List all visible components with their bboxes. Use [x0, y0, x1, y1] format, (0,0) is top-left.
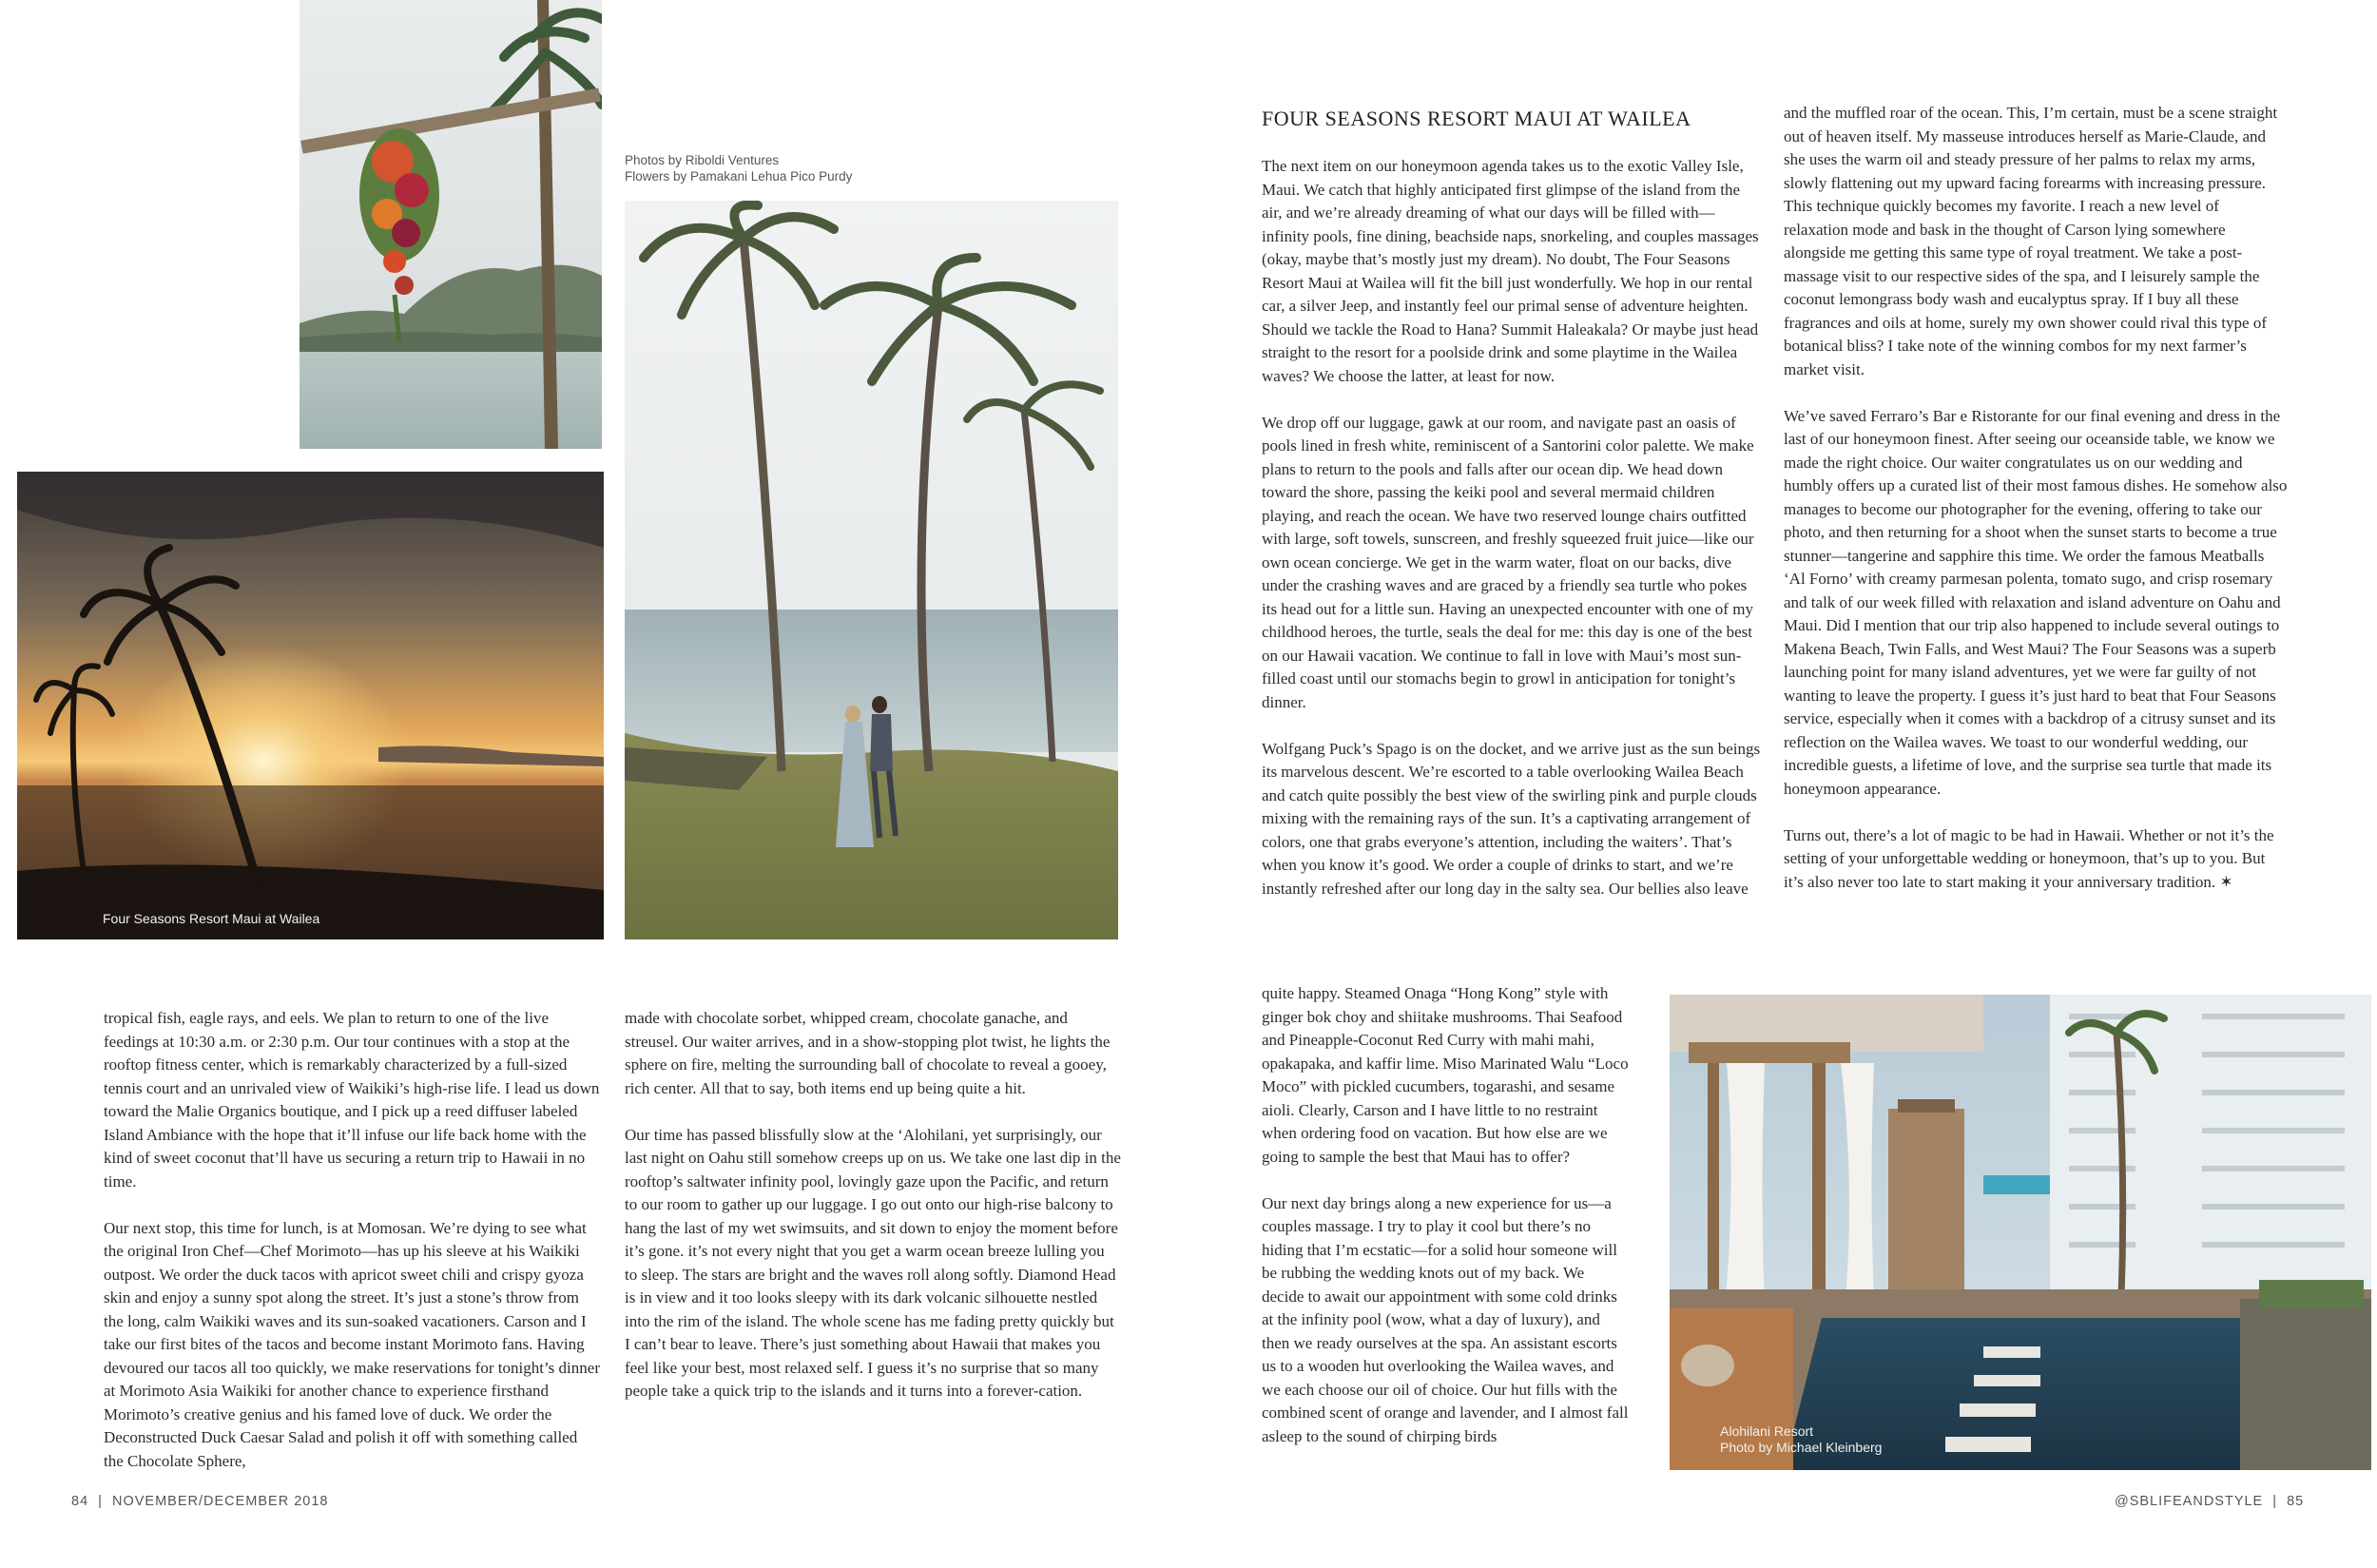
alohilani-caption-line-2: Photo by Michael Kleinberg	[1720, 1440, 1883, 1455]
photo-credit-line-2: Flowers by Pamakani Lehua Pico Purdy	[625, 169, 853, 184]
sunset-photo-caption: Four Seasons Resort Maui at Wailea	[103, 911, 320, 926]
floral-arch-photo	[300, 0, 602, 449]
alohilani-caption-line-1: Alohilani Resort	[1720, 1423, 1814, 1439]
right-page-column-4	[1784, 102, 2288, 894]
alohilani-photo-caption	[1720, 1423, 1882, 1456]
couple-palms-photo	[625, 201, 1118, 939]
col3-paragraph: Our next day brings along a new experience for us—a couples massage. I try to play it cool but there’s no hiding that I’m ecstatic—for a solid hour someone will be rubbing the wedding knots out of my back. We decide to await our appointment with some cold drinks at the infinity pool (wow, what a day of luxury), and then we ready ourselves at the spa. An assistant escorts us to a wooden hut overlooking the Wailea waves, and we each choose our oil of choice. Our hut fills with the combined scent of orange and lavender, and I almost fall asleep to the sound of chirping birds	[1262, 1193, 1629, 1445]
left-page-column-2	[625, 1007, 1121, 1403]
folio-right: @SBLIFEANDSTYLE | 85	[2115, 1494, 2305, 1509]
col4-paragraph: We’ve saved Ferraro’s Bar e Ristorante for our final evening and dress in the last of our honeymoon finest. After seeing our oceanside table, we know we made the right choice. Our waiter congratulates us on our wedding and humbly offers up a curated list of their most famous dishes. He somehow also manages to become our photographer for the evening, offering to take our photo, and then returning for a shoot when the sunset starts to become a true stunner—tangerine and sapphire this time. We order the famous Meatballs ‘Al Forno’ with creamy parmesan polenta, tomato sugo, and crisp rosemary and talk of our week filled with relaxation and island adventure on Oahu and Maui. Did I mention that our trip also happened to include several outings to Makena Beach, Twin Falls, and West Maui? The Four Seasons was a superb launching point for many island adventures, yet we were far guilty of not wanting to leave the property. I guess it’s just hard to beat that Four Seasons service, especially when it comes with a backdrop of a citrusy sunset and its reflection on the Wailea waves. We toast to our wonderful wedding, our incredible guests, a lifetime of love, and the surprise sea turtle that made its honeymoon appearance.	[1784, 406, 2288, 798]
folio-left: 84 | NOVEMBER/DECEMBER 2018	[71, 1494, 329, 1509]
right-page-column-3-top	[1262, 155, 1762, 900]
left-page-column-1	[104, 1007, 600, 1473]
col1-paragraph: Our next stop, this time for lunch, is at Momosan. We’re dying to see what the original Iron Chef—Chef Morimoto—has up his sleeve at his Waikiki outpost. We order the duck tacos with apricot sweet chili and crispy gyoza skin and enjoy a sunny spot along the street. It’s just a stone’s throw from the long, calm Waikiki waves and its sun-soaked vacationers. Carson and I take our first bites of the tacos and become instant Morimoto fans. Having devoured our tacos all too quickly, we make reservations for tonight’s dinner at Morimoto Asia Waikiki for another chance to experience firsthand Morimoto’s creative genius and his famed love of duck. We order the Deconstructed Duck Caesar Salad and polish it off with something called the Chocolate Sphere,	[104, 1218, 600, 1470]
photo-credit-caption	[625, 152, 852, 184]
col1-paragraph: tropical fish, eagle rays, and eels. We plan to return to one of the live feedings at 10:30 a.m. or 2:30 p.m. Our tour continues with a stop at the rooftop fitness center, which is remarkably characterized by a full-sized tennis court and an unrivaled view of Waikiki’s high-rise life. I lead us down toward the Malie Organics boutique, and I pick up a reed diffuser labeled Island Ambiance with the hope that it’ll infuse our life back home with the kind of sweet coconut that’ll have us securing a return trip to Hawaii in no time.	[104, 1009, 600, 1191]
col3-paragraph: We drop off our luggage, gawk at our room, and navigate past an oasis of pools lined in fresh white, reminiscent of a Santorini color palette. We make plans to return to the pools and falls after our ocean dip. We head down toward the shore, passing the keiki pool and several mermaid children playing, and reach the ocean. We have two reserved lounge chairs outfitted with large, soft towels, sunscreen, and freshly squeezed fruit juice—like our own ocean concierge. We get in the warm water, float on our backs, dive under the crashing waves and are graced by a friendly sea turtle who pokes its head out for a little sun. Having an unexpected encounter with one of my childhood heroes, the turtle, seals the deal for me: this day is one of the best on our Hawaii vacation. We continue to fall in love with Maui’s most sun-filled coast until our stomachs begin to growl in anticipation for tonight’s dinner.	[1262, 413, 1754, 711]
photo-credit-line-1: Photos by Riboldi Ventures	[625, 153, 780, 167]
col4-paragraph: and the muffled roar of the ocean. This, I’m certain, must be a scene straight out of heaven itself. My masseuse introduces herself as Marie-Claude, and she uses the warm oil and steady pressure of her palms to relax my arms, slowly flattening out my upward facing forearms with increasing pressure. This technique quickly becomes my favorite. I reach a new level of relaxation mode and bask in the thought of Carson lying somewhere alongside me getting this same type of royal treatment. We take a post-massage visit to our respective sides of the spa, and I leisurely sample the coconut lemongrass body wash and eucalyptus spray. If I buy all these fragrances and oils at home, surely my own shower could rival this type of botanical bliss? I take note of the winning combos for my next farmer’s market visit.	[1784, 104, 2278, 378]
col2-paragraph: Our time has passed blissfully slow at the ʻAlohilani, yet surprisingly, our last night on Oahu still somehow creeps up on us. We take one last dip in the rooftop’s saltwater infinity pool, lovingly gaze upon the Pacific, and return to our room to gather up our luggage. I go out onto our high-rise balcony to hang the last of my wet swimsuits, and sit down to enjoy the moment before it’s gone. it’s not every night that you get a warm ocean breeze lulling you to sleep. The stars are bright and the waves roll along softly. Diamond Head is in view and it too looks sleepy with its dark volcanic silhouette nestled into the rim of the island. The whole scene has me fading pretty quickly but I can’t bear to leave. There’s just something about Hawaii that makes you feel like your best, most relaxed self. I guess it’s no surprise that so many people take a quick trip to the islands and it turns into a forever-cation.	[625, 1125, 1121, 1400]
col4-paragraph: Turns out, there’s a lot of magic to be had in Hawaii. Whether or not it’s the setting of your unforgettable wedding or honeymoon, that’s up to you. But it’s also never too late to start making it your anniversary tradition. ✶	[1784, 825, 2274, 891]
col3-paragraph: Wolfgang Puck’s Spago is on the docket, and we arrive just as the sun beings its marvelous descent. We’re escorted to a table overlooking Wailea Beach and catch quite possibly the best view of the swirling pink and purple clouds mixing with the remaining rays of the sun. It’s a captivating arrangement of colors, one that grabs everyone’s attention, including the waiters’. That’s when you know it’s good. We order a couple of drinks to start, and we’re instantly refreshed after our long day in the salty sea. Our bellies also leave	[1262, 739, 1761, 898]
alohilani-pool-photo	[1670, 995, 2371, 1470]
col3-paragraph: The next item on our honeymoon agenda takes us to the exotic Valley Isle, Maui. We catch that highly anticipated first glimpse of the island from the air, and we’re already dreaming of what our days will be filled with—infinity pools, fine dining, beachside naps, snorkeling, and couples massages (okay, maybe that’s mostly just my dream). No doubt, The Four Seasons Resort Maui at Wailea will fit the bill just wonderfully. We hop in our rental car, a silver Jeep, and instantly feel our primal sense of adventure heighten. Should we tackle the Road to Hana? Summit Haleakala? Or maybe just head straight to the resort for a poolside drink and some playtime in the Wailea waves? We choose the latter, at least for now.	[1262, 157, 1759, 385]
col3-paragraph: quite happy. Steamed Onaga “Hong Kong” style with ginger bok choy and shiitake mushrooms. Thai Seafood and Pineapple-Coconut Red Curry with mahi mahi, opakapaka, and kaffir lime. Miso Marinated Walu “Loco Moco” with pickled cucumbers, togarashi, and sesame aioli. Clearly, Carson and I have little to no restraint when ordering food on vacation. But how else are we going to sample the best that Maui has to offer?	[1262, 984, 1629, 1166]
sunset-photo	[17, 472, 604, 939]
section-heading: FOUR SEASONS RESORT MAUI AT WAILEA	[1262, 106, 1691, 130]
col2-paragraph: made with chocolate sorbet, whipped cream, chocolate ganache, and streusel. Our waiter arrives, and in a show-stopping plot twist, he lights the sphere on fire, melting the surrounding ball of chocolate to reveal a gooey, rich center. All that to say, both items end up being quite a hit.	[625, 1009, 1111, 1097]
right-page-column-3-bottom	[1262, 982, 1629, 1448]
